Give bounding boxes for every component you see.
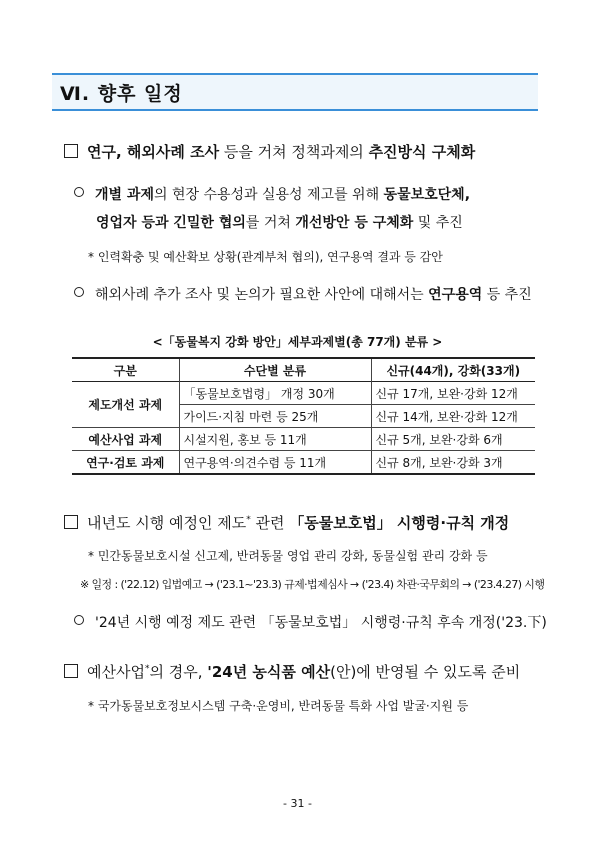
text: (안)에 반영될 수 있도록 준비 [330, 663, 521, 681]
task-classification-table [72, 357, 535, 475]
text: 의 경우, [149, 663, 208, 681]
section-header [52, 73, 538, 111]
square-bullet-icon [64, 664, 78, 678]
bold-text: 개별 과제 [95, 187, 154, 203]
section-title [60, 79, 183, 106]
circle-bullet-icon [74, 287, 84, 297]
row-category: 예산사업 과제 [72, 428, 179, 451]
sub-bullet-consultation-line1 [74, 184, 470, 204]
text: 내년도 시행 예정인 제도 [87, 514, 247, 532]
footnote-mark: * [144, 664, 150, 674]
bold-text: 동물보호단체, [383, 187, 471, 203]
bold-text: 추진방식 구체화 [368, 143, 476, 161]
text: 등을 거쳐 정책과제의 [219, 143, 369, 161]
note-consideration: * 인력확충 및 예산확보 상황(관계부처 협의), 연구용역 결과 등 감안 [88, 250, 443, 264]
row-method: 가이드·지침 마련 등 25개 [179, 405, 371, 428]
table-header-row [72, 358, 535, 382]
section-title-text: 향후 일정 [97, 83, 183, 105]
sub-bullet-followup [74, 612, 547, 632]
header-split: 신규(44개), 강화(33개) [386, 363, 521, 378]
square-bullet-icon [64, 515, 78, 529]
bold-text: 연구용역 [428, 287, 483, 303]
note-budget: * 국가동물보호정보시스템 구축·운영비, 반려동물 특화 사업 발굴·지원 등 [88, 699, 469, 713]
circle-bullet-icon [74, 187, 84, 197]
row-split: 신규 17개, 보완·강화 12개 [371, 382, 535, 405]
bold-text: 연구, 해외사례 조사 [87, 143, 220, 161]
page-number: - 31 - [283, 797, 312, 810]
sub-bullet-consultation-line2 [96, 212, 463, 232]
bold-text: 영업자 등과 긴밀한 협의 [96, 215, 246, 231]
text: 예산사업 [87, 663, 145, 681]
text: 등 추진 [482, 287, 532, 303]
table-row [72, 451, 535, 475]
footnote-mark: * [246, 515, 251, 525]
row-method: 연구용역·의견수렴 등 11개 [179, 451, 371, 475]
section-number: Ⅵ. [60, 83, 91, 105]
bold-text: '24년 농식품 예산 [207, 663, 331, 681]
row-split: 신규 5개, 보완·강화 6개 [375, 432, 503, 447]
bold-text: 「동물보호법」 시행령·규칙 개정 [289, 514, 510, 532]
row-category: 연구·검토 과제 [72, 451, 179, 475]
table-row [72, 428, 535, 451]
sub-bullet-overseas [74, 284, 532, 304]
table-caption: <「동물복지 강화 방안」세부과제별(총 77개) 분류 > [152, 335, 443, 349]
row-split: 신규 8개, 보완·강화 3개 [375, 455, 503, 470]
bullet-law-revision [64, 512, 509, 533]
row-method: 시설지원, 홍보 등 11개 [179, 428, 371, 451]
row-method: 「동물보호법령」 개정 30개 [179, 382, 371, 405]
header-method: 수단별 분류 [179, 358, 371, 382]
text: 관련 [250, 514, 290, 532]
text: 및 추진 [413, 215, 463, 231]
text: 를 거쳐 [245, 215, 296, 231]
text: 의 현장 수용성과 실용성 제고를 위해 [153, 187, 384, 203]
row-split: 신규 14개, 보완·강화 12개 [375, 409, 518, 424]
text: 해외사례 추가 조사 및 논의가 필요한 사안에 대해서는 [95, 287, 429, 303]
row-category: 제도개선 과제 [72, 382, 179, 428]
note-schedule: ※ 일정 : ('22.12) 입법예고 → ('23.1~'23.3) 규제·법제심사 → ('23.4) 차관·국무회의 → ('23.4.27) 시행 [80, 578, 545, 591]
text: '24년 시행 예정 제도 관련 「동물보호법」 시행령·규칙 후속 개정('23.下) [95, 615, 547, 631]
bullet-research [64, 141, 475, 162]
header-category: 구분 [72, 358, 179, 382]
table-row [72, 382, 535, 405]
bold-text: 개선방안 등 구체화 [295, 215, 414, 231]
bullet-budget [64, 661, 520, 682]
circle-bullet-icon [74, 615, 84, 625]
note-systems: * 민간동물보호시설 신고제, 반려동물 영업 관리 강화, 동물실험 관리 강화 등 [88, 549, 488, 563]
square-bullet-icon [64, 144, 78, 158]
